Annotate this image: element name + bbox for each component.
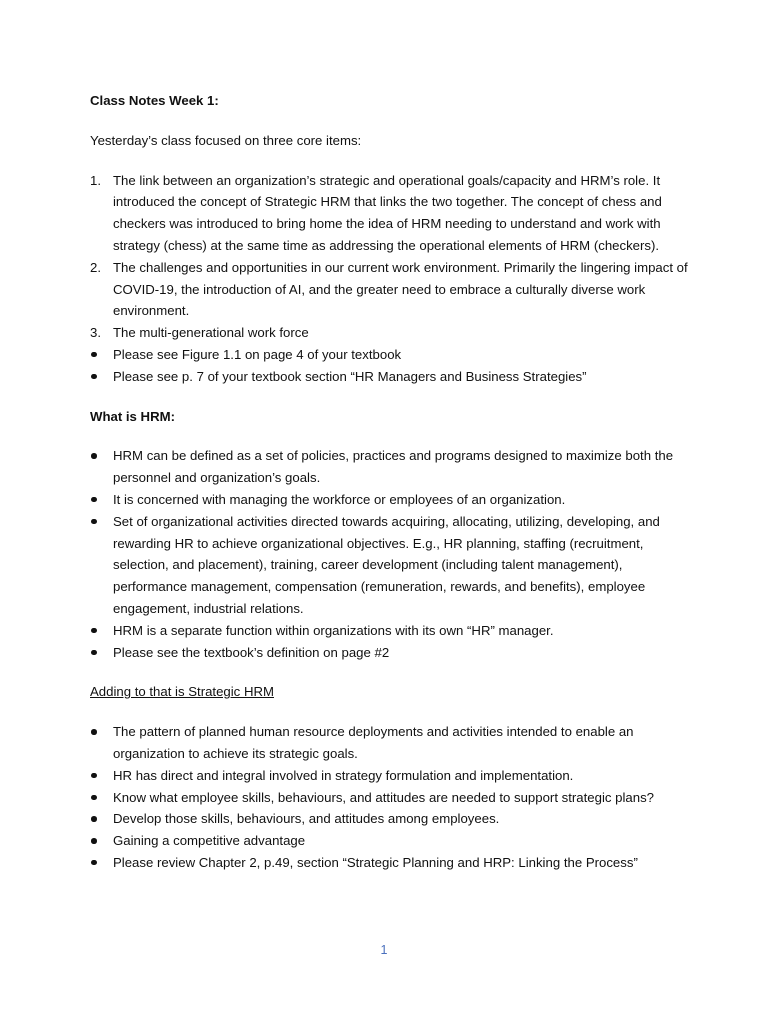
bullet-icon bbox=[91, 816, 97, 822]
list-item bbox=[90, 830, 690, 852]
bullet-icon bbox=[91, 860, 97, 866]
list-item bbox=[90, 808, 690, 830]
list-item-text: The challenges and opportunities in our current work environment. Primarily the lingering impact of COVID-19, the introduction of AI, and the greater need to embrace a culturally diverse work environment. bbox=[113, 259, 688, 319]
bullet-icon bbox=[91, 352, 97, 358]
list-number: 2. bbox=[90, 259, 101, 275]
bullet-icon bbox=[91, 497, 97, 503]
bullet-icon bbox=[91, 374, 97, 380]
list-item-text: HRM can be defined as a set of policies, practices and programs designed to maximize both the personnel and organization’s goals. bbox=[113, 448, 674, 486]
hrm-definition-list bbox=[90, 445, 690, 663]
bullet-icon bbox=[91, 795, 97, 801]
list-item-5 bbox=[90, 366, 690, 388]
list-item-text: HRM is a separate function within organizations with its own “HR” manager. bbox=[113, 622, 554, 638]
list-item bbox=[90, 852, 690, 874]
list-item-text: Set of organizational activities directed towards acquiring, allocating, utilizing, developing, and rewarding HR to achieve organizational objectives. E.g., HR planning, staffing (recruitment, selection, and placement), training, career development (including talent management), performance management, compensation (remuneration, rewards, and benefits), employee engagement, industrial relations. bbox=[113, 513, 660, 616]
list-item bbox=[90, 765, 690, 787]
bullet-icon bbox=[91, 773, 97, 779]
list-item-text: HR has direct and integral involved in strategy formulation and implementation. bbox=[113, 767, 574, 783]
list-item-text: Please see p. 7 of your textbook section “HR Managers and Business Strategies” bbox=[113, 368, 587, 384]
list-item-text: Please see Figure 1.1 on page 4 of your textbook bbox=[113, 346, 402, 362]
strategic-hrm-list bbox=[90, 721, 690, 874]
list-item-text: It is concerned with managing the workforce or employees of an organization. bbox=[113, 491, 566, 507]
list-item bbox=[90, 511, 690, 620]
bullet-icon bbox=[91, 650, 97, 656]
list-item bbox=[90, 620, 690, 642]
section-heading-strategic-hrm: Adding to that is Strategic HRM bbox=[90, 684, 274, 700]
page-title: Class Notes Week 1: bbox=[90, 93, 219, 108]
list-number: 1. bbox=[90, 172, 101, 188]
list-item-text: Please review Chapter 2, p.49, section “Strategic Planning and HRP: Linking the Process” bbox=[113, 854, 638, 870]
section-heading-what-is-hrm: What is HRM: bbox=[90, 408, 175, 424]
list-item bbox=[90, 489, 690, 511]
list-item bbox=[90, 445, 690, 489]
list-item-text: The pattern of planned human resource deployments and activities intended to enable an organization to achieve its strategic goals. bbox=[113, 724, 634, 761]
bullet-icon bbox=[91, 453, 97, 459]
list-item-text: Gaining a competitive advantage bbox=[113, 833, 306, 849]
bullet-icon bbox=[91, 628, 97, 634]
bullet-icon bbox=[91, 729, 97, 735]
list-item-text: Please see the textbook’s definition on page #2 bbox=[113, 644, 390, 660]
list-item-3 bbox=[90, 322, 690, 344]
list-item bbox=[90, 642, 690, 664]
bullet-icon bbox=[91, 519, 97, 525]
core-items-list bbox=[90, 170, 690, 388]
list-item-2 bbox=[90, 257, 690, 322]
list-item-1 bbox=[90, 170, 690, 257]
list-item-text: Know what employee skills, behaviours, and attitudes are needed to support strategic plans? bbox=[113, 789, 655, 805]
list-item-4 bbox=[90, 344, 690, 366]
page-number: 1 bbox=[380, 943, 388, 957]
list-item bbox=[90, 787, 690, 809]
list-item-text: The multi-generational work force bbox=[113, 325, 309, 341]
list-number: 3. bbox=[90, 325, 101, 341]
intro-paragraph: Yesterday’s class focused on three core items: bbox=[90, 132, 362, 148]
document-body bbox=[90, 90, 690, 874]
list-item-text: Develop those skills, behaviours, and attitudes among employees. bbox=[113, 811, 500, 827]
bullet-icon bbox=[91, 838, 97, 844]
list-item-text: The link between an organization’s strategic and operational goals/capacity and HRM’s role. It introduced the concept of Strategic HRM that links the two together. The concept of chess and checkers was introduced to bring home the idea of HRM needing to understand and work with strategy (chess) at the same time as addressing the operational elements of HRM (checkers). bbox=[113, 172, 662, 253]
list-item bbox=[90, 721, 690, 765]
